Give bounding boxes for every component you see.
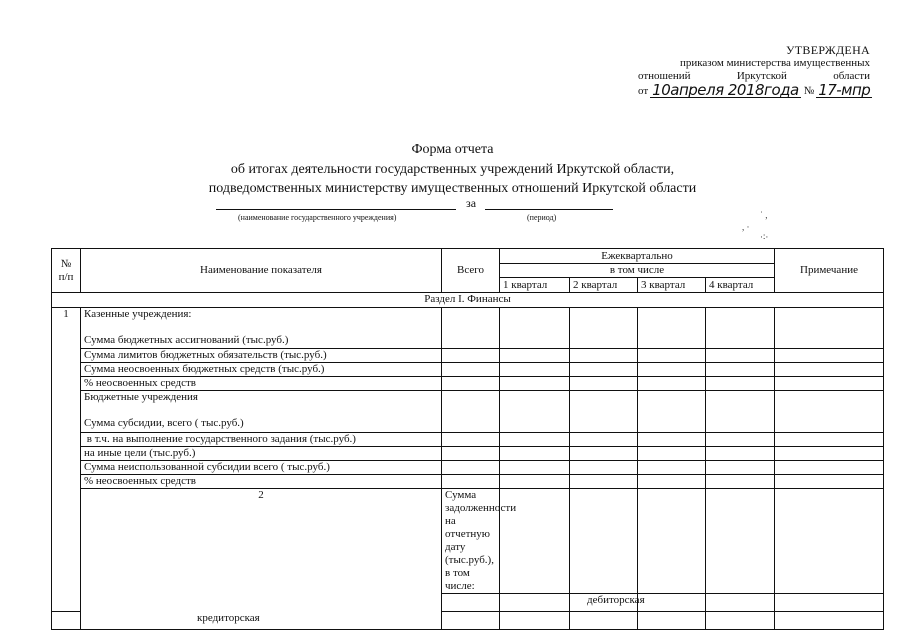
header-note: Примечание [775, 249, 884, 293]
budget-title: Бюджетные учреждения Сумма субсидии, всего ( тыс.руб.) [81, 391, 442, 433]
header-quarterly: Ежеквартально [500, 249, 775, 264]
institution-period-row [0, 196, 905, 213]
table-row [52, 475, 884, 489]
indicator-cell: на иные цели (тыс.руб.) [81, 447, 442, 461]
table-row [52, 308, 884, 349]
kazennye-title: Казенные учреждения: Сумма бюджетных ассигнований (тыс.руб.) [81, 308, 442, 349]
institution-blank [216, 199, 456, 210]
header-including: в том числе [500, 264, 775, 278]
debt-title: Сумма задолженности на отчетную дату (тыс.руб.), в том числе: [442, 489, 500, 594]
scan-mark: ˙ , [760, 210, 768, 220]
indicator-cell: в т.ч. на выполнение государственного задания (тыс.руб.) [81, 433, 442, 447]
header-q1: 1 квартал [500, 278, 570, 293]
approval-word-irkutsk: Иркутской [736, 70, 787, 82]
header-q2: 2 квартал [570, 278, 638, 293]
caption-institution: (наименование государственного учреждения) [238, 213, 397, 222]
scan-mark: ·∶· [760, 232, 769, 242]
form-subtitle-2: подведомственных министерству имущественных отношений Иркутской области [208, 181, 697, 196]
header-indicator: Наименование показателя [81, 249, 442, 293]
form-title: Форма отчета [411, 142, 494, 157]
table-row [52, 363, 884, 377]
table-row [52, 461, 884, 475]
table-row [52, 489, 884, 594]
row-number-2: 2 [81, 489, 442, 630]
approval-title: УТВЕРЖДЕНА [785, 43, 870, 57]
indicator-cell: кредиторская [52, 612, 81, 630]
table-row [52, 447, 884, 461]
indicator-cell: Сумма неосвоенных бюджетных средств (тыс.руб.) [81, 363, 442, 377]
scan-mark: , · [742, 222, 750, 232]
header-q4: 4 квартал [706, 278, 775, 293]
row-number-1: 1 [52, 308, 81, 612]
indicator-cell: дебиторская [442, 594, 500, 612]
header-num: № п/п [52, 249, 81, 293]
indicator-cell: Сумма неиспользованной субсидии всего ( тыс.руб.) [81, 461, 442, 475]
for-word: за [466, 196, 477, 210]
approval-date-line [638, 83, 870, 98]
approval-word-region: области [833, 70, 870, 82]
approval-order-line: приказом министерства имущественных [679, 57, 870, 69]
table-row [52, 391, 884, 433]
indicator-cell: Сумма лимитов бюджетных обязательств (тыс.руб.) [81, 349, 442, 363]
header-total: Всего [442, 249, 500, 293]
approval-block [638, 44, 870, 98]
period-blank [485, 199, 613, 210]
approval-word-relations: отношений [638, 70, 691, 82]
table-row [52, 433, 884, 447]
table-row [52, 377, 884, 391]
approval-number: 17-мпр [818, 81, 871, 99]
section-finance: Раздел I. Финансы [52, 293, 884, 308]
approval-date: 10апреля 2018года [652, 81, 799, 99]
caption-period: (период) [527, 213, 557, 222]
table-row [52, 349, 884, 363]
approval-number-sign: № [803, 85, 815, 97]
approval-from: от [638, 85, 649, 97]
indicator-cell: % неосвоенных средств [81, 377, 442, 391]
report-table [51, 248, 884, 630]
header-q3: 3 квартал [638, 278, 706, 293]
indicator-cell: % неосвоенных средств [81, 475, 442, 489]
form-subtitle-1: об итогах деятельности государственных учреждений Иркутской области, [230, 162, 675, 177]
